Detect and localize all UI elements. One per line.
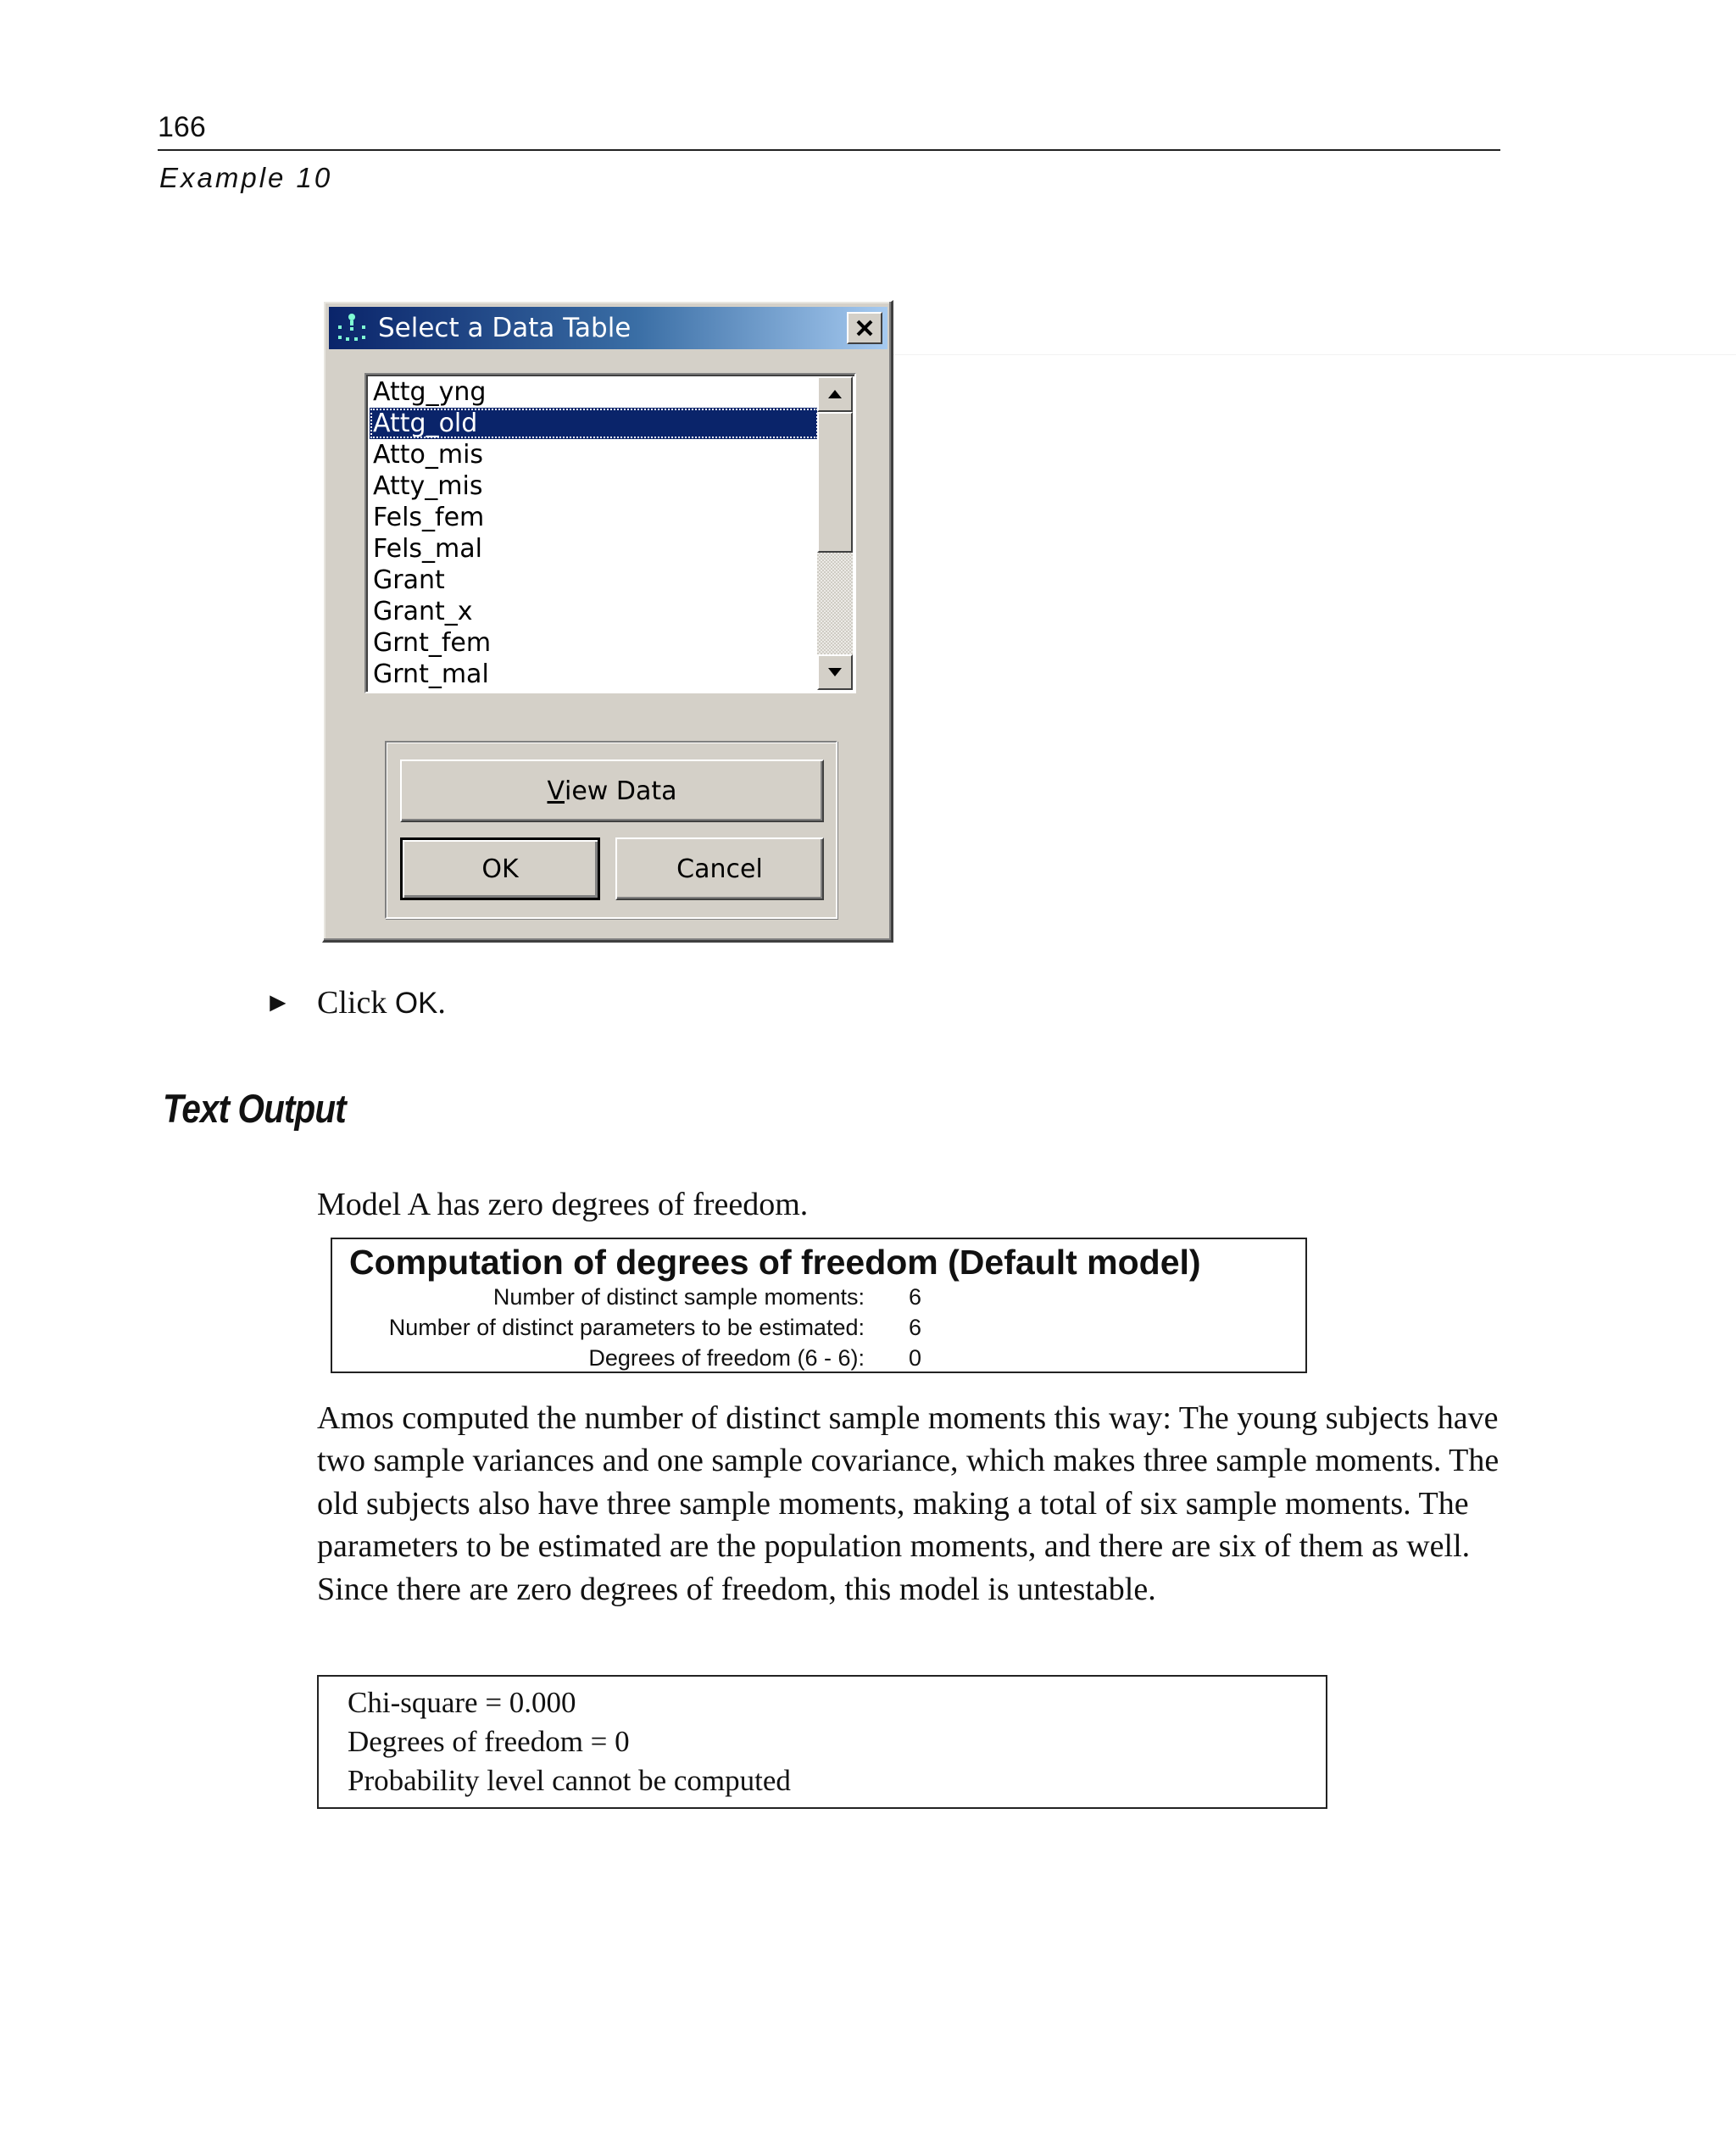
chi-square-output-box [317, 1675, 1327, 1809]
df-row [332, 1343, 1305, 1373]
intro-paragraph: Model A has zero degrees of freedom. [317, 1187, 809, 1222]
list-item[interactable]: Fels_mal [373, 534, 482, 564]
bullet-end: . [437, 985, 446, 1021]
df-output-title: Computation of degrees of freedom (Default model) [349, 1243, 1201, 1282]
view-data-label: iew Data [565, 776, 677, 806]
ok-label: OK [481, 854, 519, 884]
df-row-label: Degrees of freedom (6 - 6): [588, 1345, 865, 1371]
list-item[interactable]: Grant_x [373, 597, 473, 626]
data-table-icon [336, 312, 368, 344]
header-rule [158, 149, 1500, 151]
list-scrollbar[interactable] [817, 376, 853, 690]
list-item[interactable]: Fels_fem [373, 503, 485, 532]
df-row-label: Number of distinct parameters to be estimated: [388, 1315, 865, 1340]
scroll-thumb[interactable] [817, 412, 853, 553]
chi-square-line: Chi-square = 0.000 [348, 1686, 576, 1719]
arrow-up-icon [826, 388, 843, 400]
df-row-label: Number of distinct sample moments: [492, 1284, 865, 1310]
scan-artifact-line [893, 354, 1736, 355]
close-icon [855, 319, 874, 337]
view-data-mnemonic: V [547, 776, 565, 806]
select-data-table-dialog [322, 300, 893, 943]
list-item[interactable]: Atty_mis [373, 471, 483, 501]
probability-line: Probability level cannot be computed [348, 1764, 791, 1797]
section-heading: Text Output [163, 1086, 346, 1131]
close-button[interactable] [847, 312, 882, 344]
dialog-titlebar[interactable] [329, 307, 887, 349]
cancel-button[interactable] [615, 837, 824, 900]
list-item[interactable]: Atto_mis [373, 440, 484, 470]
running-head: Example 10 [159, 162, 333, 193]
dialog-title: Select a Data Table [378, 313, 632, 343]
explanation-paragraph: Amos computed the number of distinct sample moments this way: The young subjects have two sample variances and one sample covariance, which makes three sample moments. The old subjects also have three sample moments, making a total of six sample moments. The parameters to be estimated are the population moments, and there are six of them as well. Since there are zero degrees of freedom, this model is untestable. [317, 1400, 1500, 1607]
page-number: 166 [158, 111, 206, 143]
list-item[interactable]: Grnt_mal [373, 659, 489, 689]
df-row [332, 1312, 1305, 1343]
arrow-down-icon [826, 666, 843, 678]
list-item[interactable]: Attg_old [370, 408, 819, 439]
df-row-value: 6 [909, 1315, 922, 1340]
button-group [385, 741, 837, 919]
instruction-bullet [264, 983, 446, 1022]
df-row-value: 6 [909, 1284, 922, 1310]
data-table-listbox[interactable] [364, 373, 856, 693]
degrees-of-freedom-line: Degrees of freedom = 0 [348, 1725, 630, 1758]
view-data-button[interactable] [400, 759, 824, 822]
list-items [370, 376, 819, 690]
scroll-up-button[interactable] [817, 376, 853, 412]
list-item[interactable]: Grant [373, 565, 445, 595]
bullet-arrow-icon: ► [264, 987, 292, 1017]
bullet-text: Click [317, 985, 395, 1021]
df-row-value: 0 [909, 1345, 922, 1371]
bullet-ui-term: OK [394, 987, 438, 1020]
df-output-box [331, 1238, 1307, 1373]
list-item[interactable]: Attg_yng [373, 377, 487, 407]
list-item[interactable]: Grnt_fem [373, 628, 492, 658]
df-row [332, 1282, 1305, 1312]
ok-button[interactable] [400, 837, 600, 900]
scroll-down-button[interactable] [817, 654, 853, 690]
cancel-label: Cancel [676, 854, 763, 884]
